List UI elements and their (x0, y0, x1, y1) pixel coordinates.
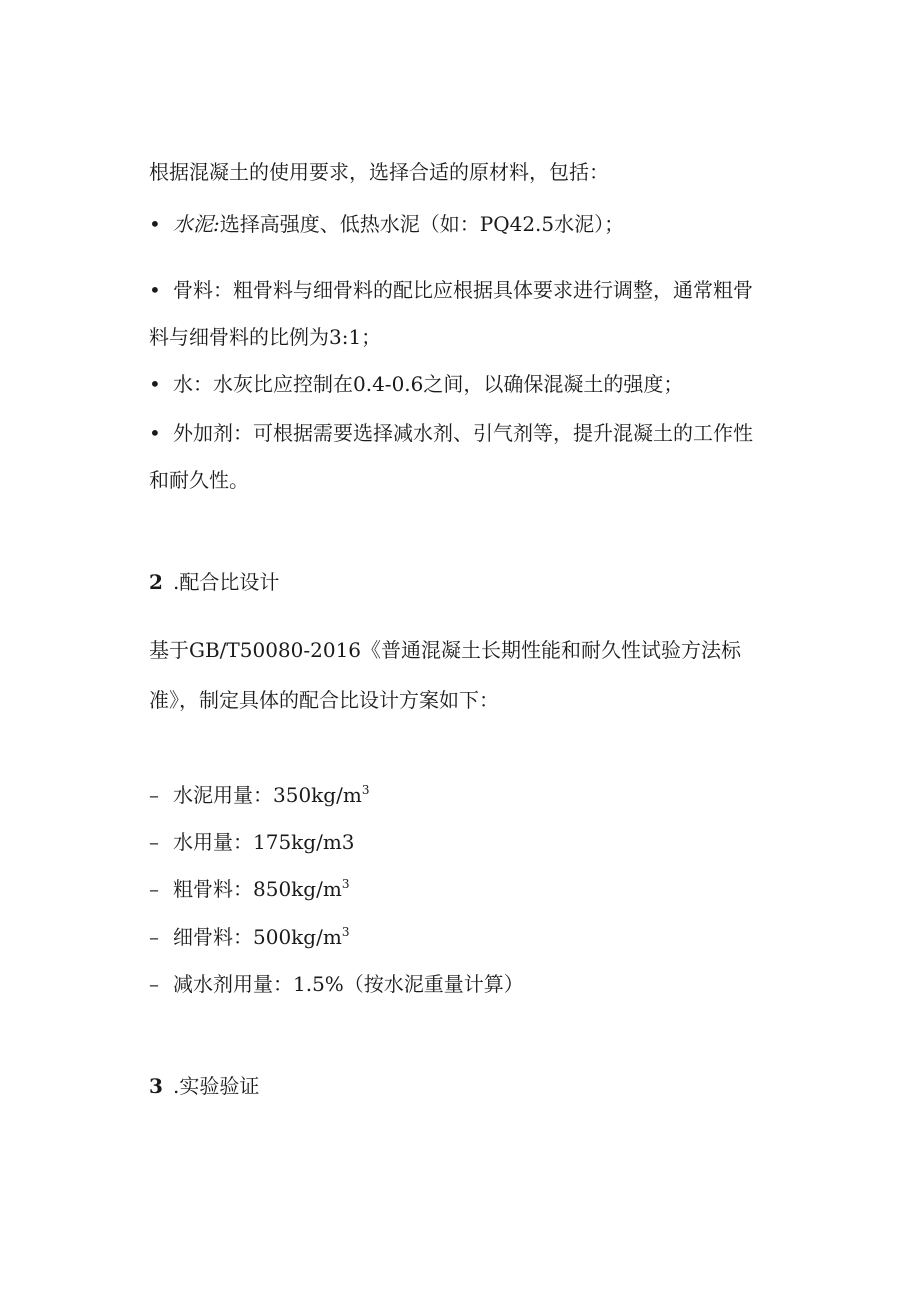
dash-mark: – (149, 925, 159, 949)
section3-title: .实验验证 (173, 1074, 260, 1098)
mix-item-coarse (149, 875, 349, 903)
section2-number: 2 (149, 570, 163, 594)
bullet-water (149, 370, 683, 398)
bullet-dot: • (149, 372, 161, 396)
mix-item-reducer (149, 970, 524, 998)
cement-label: 水泥: (173, 212, 220, 236)
admixture-line2: 和耐久性。 (149, 468, 249, 492)
intro-text: 根据混凝土的使用要求，选择合适的原材料，包括： (149, 160, 609, 184)
mix-item-water (149, 828, 355, 856)
aggregate-line1: 骨料：粗骨料与细骨料的配比应根据具体要求进行调整，通常粗骨 (173, 278, 753, 302)
cement-text: 选择高强度、低热水泥（如：PQ42.5水泥）； (219, 212, 625, 236)
mix-cement-text: 水泥用量：350kg∕m (173, 783, 362, 807)
section3-heading (149, 1072, 259, 1100)
mix-item-cement (149, 781, 369, 809)
dash-mark: – (149, 783, 159, 807)
dash-mark: – (149, 972, 159, 996)
mix-fine-sup: 3 (341, 925, 350, 939)
bullet-dot: • (149, 421, 161, 445)
section2-heading (149, 568, 279, 596)
mix-coarse-sup: 3 (341, 877, 350, 891)
mix-water-text: 水用量：175kg∕m3 (173, 830, 355, 854)
mix-item-fine (149, 923, 349, 951)
bullet-admixture (149, 419, 753, 447)
section2-para-line2: 准》，制定具体的配合比设计方案如下： (149, 688, 499, 712)
water-text: 水：水灰比应控制在0.4-0.6之间，以确保混凝土的强度； (173, 372, 684, 396)
admixture-line1: 外加剂：可根据需要选择减水剂、引气剂等，提升混凝土的工作性 (173, 421, 753, 445)
dash-mark: – (149, 830, 159, 854)
bullet-cement (149, 210, 624, 238)
section3-number: 3 (149, 1074, 163, 1098)
mix-cement-sup: 3 (361, 783, 370, 797)
dash-mark: – (149, 877, 159, 901)
bullet-dot: • (149, 278, 161, 302)
section2-para-line1: 基于GB/T50080-2016《普通混凝土长期性能和耐久性试验方法标 (149, 638, 742, 662)
section2-title: .配合比设计 (173, 570, 280, 594)
mix-fine-text: 细骨料：500kg∕m (173, 925, 342, 949)
mix-reducer-text: 减水剂用量：1.5%（按水泥重量计算） (173, 972, 524, 996)
bullet-aggregate (149, 276, 753, 304)
aggregate-line2: 料与细骨料的比例为3:1； (149, 325, 382, 349)
bullet-dot: • (149, 212, 161, 236)
mix-coarse-text: 粗骨料：850kg∕m (173, 877, 342, 901)
